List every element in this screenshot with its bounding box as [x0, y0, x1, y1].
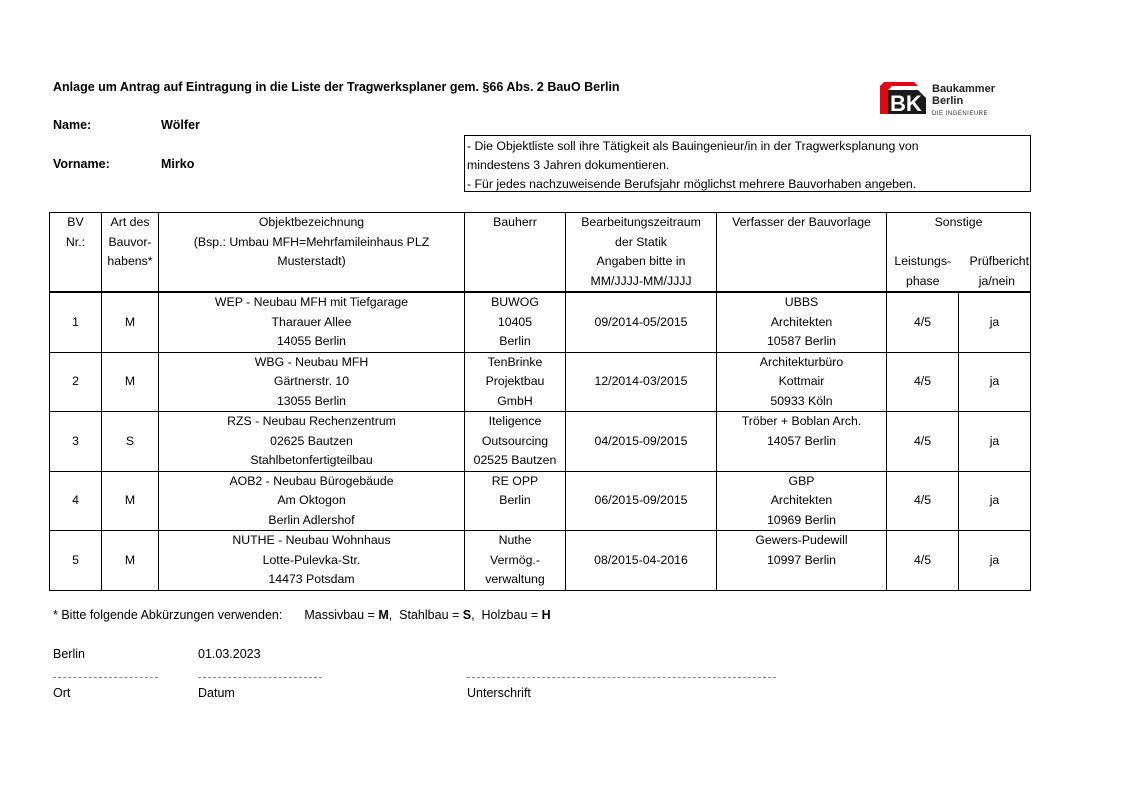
- cell-bauherr-line: RE OPP: [491, 473, 539, 488]
- cell-verfasser-line: Architekten: [770, 493, 833, 507]
- svg-text:BK: BK: [890, 91, 922, 114]
- cell-art: [102, 471, 159, 531]
- cell-zeitraum: [566, 471, 717, 531]
- datum-dashed-line: [198, 677, 322, 678]
- cell-objekt-line: 14055 Berlin: [276, 334, 347, 348]
- code-separator: ,: [471, 608, 482, 622]
- cell-zeitraum: [566, 412, 717, 472]
- cell-leistungsphase: [887, 292, 959, 352]
- ort-dashed-line: [53, 677, 158, 678]
- code-label: Stahlbau =: [399, 608, 463, 622]
- cell-art-value: M: [124, 314, 136, 329]
- cell-verfasser-line: 10587 Berlin: [766, 334, 837, 348]
- instructions-line: - Die Objektliste soll ihre Tätigkeit als Bauingenieur/in in der Tragwerksplanung von: [467, 139, 919, 153]
- cell-verfasser: [717, 531, 887, 591]
- cell-bauherr-line: verwaltung: [485, 572, 545, 586]
- label-unterschrift: Unterschrift: [467, 686, 531, 700]
- cell-verfasser-line: 10969 Berlin: [766, 512, 837, 527]
- cell-bv-nr: [50, 531, 102, 591]
- vorname-label: Vorname:: [53, 157, 110, 171]
- cell-pruefbericht: [959, 471, 1031, 531]
- signature-city: Berlin: [53, 647, 85, 661]
- cell-objekt: [159, 471, 465, 531]
- cell-objekt-line: RZS - Neubau Rechenzentrum: [227, 414, 396, 428]
- footnote-codes: [304, 608, 550, 622]
- cell-objekt-line: WEP - Neubau MFH mit Tiefgarage: [214, 295, 409, 309]
- logo-tagline: DIE INGENIEURE: [932, 111, 989, 117]
- table-row: [50, 292, 1031, 352]
- cell-verfasser-line: Gewers-Pudewill: [755, 533, 848, 547]
- table-row: [50, 471, 1031, 531]
- cell-art-value: M: [124, 552, 136, 567]
- header-bv-nr: BV Nr.:: [50, 213, 102, 293]
- cell-bauherr-line: Berlin: [499, 493, 531, 507]
- cell-zeitraum: [566, 531, 717, 591]
- cell-objekt-line: Lotte-Pulevka-Str.: [262, 552, 361, 567]
- cell-bauherr: [465, 412, 566, 472]
- code-letter: S: [462, 608, 472, 622]
- cell-art-value: M: [124, 374, 136, 388]
- cell-pruefbericht-value: ja: [989, 314, 1000, 329]
- cell-leistungsphase-value: 4/5: [913, 314, 932, 329]
- cell-zeitraum-value: 09/2014-05/2015: [594, 314, 688, 329]
- cell-objekt-line: 14473 Potsdam: [268, 572, 355, 586]
- instructions-line: mindestens 3 Jahren dokumentieren.: [467, 158, 670, 172]
- cell-verfasser: [717, 471, 887, 531]
- cell-art: [102, 292, 159, 352]
- cell-objekt-line: 13055 Berlin: [276, 393, 347, 408]
- instructions-line: - Für jedes nachzuweisende Berufsjahr möglichst mehrere Bauvorhaben angeben.: [467, 177, 917, 191]
- cell-pruefbericht: [959, 352, 1031, 412]
- cell-objekt-line: Stahlbetonfertigteilbau: [250, 453, 373, 467]
- cell-objekt-line: WBG - Neubau MFH: [254, 354, 369, 369]
- cell-zeitraum-value: 06/2015-09/2015: [594, 493, 688, 507]
- table-row: [50, 412, 1031, 472]
- cell-verfasser-line: 14057 Berlin: [766, 433, 837, 448]
- cell-bauherr: [465, 292, 566, 352]
- cell-art: [102, 352, 159, 412]
- cell-objekt: [159, 292, 465, 352]
- cell-bauherr-line: Outsourcing: [481, 433, 549, 448]
- signature-date: 01.03.2023: [198, 647, 261, 661]
- label-ort: Ort: [53, 686, 71, 700]
- cell-verfasser: [717, 292, 887, 352]
- cell-verfasser: [717, 412, 887, 472]
- table-row: [50, 531, 1031, 591]
- cell-bv-nr-value: 1: [72, 314, 79, 329]
- cell-leistungsphase: [887, 471, 959, 531]
- cell-art: [102, 412, 159, 472]
- unterschrift-dashed-line: [467, 677, 776, 678]
- header-objekt: Objektbezeichnung (Bsp.: Umbau MFH=Mehrfamileinhaus PLZ Musterstadt): [159, 213, 465, 293]
- cell-bv-nr: [50, 471, 102, 531]
- cell-objekt: [159, 352, 465, 412]
- cell-objekt-line: NUTHE - Neubau Wohnhaus: [232, 533, 391, 547]
- cell-leistungsphase-value: 4/5: [913, 433, 932, 448]
- instructions-box: [464, 135, 1031, 192]
- bk-logo-icon: [880, 82, 926, 114]
- cell-verfasser-line: UBBS: [784, 295, 819, 309]
- cell-bauherr-line: GmbH: [497, 393, 533, 408]
- document-title: Anlage um Antrag auf Eintragung in die Liste der Tragwerksplaner gem. §66 Abs. 2 BauO Berlin: [53, 80, 620, 94]
- cell-zeitraum-value: 08/2015-04-2016: [594, 552, 688, 567]
- cell-objekt-line: 02625 Bautzen: [270, 433, 353, 448]
- cell-bauherr: [465, 471, 566, 531]
- table-row: [50, 352, 1031, 412]
- cell-pruefbericht-value: ja: [989, 433, 1000, 448]
- cell-objekt-line: Tharauer Allee: [271, 314, 352, 329]
- cell-bv-nr-value: 3: [72, 433, 79, 448]
- cell-leistungsphase: [887, 352, 959, 412]
- header-verfasser: Verfasser der Bauvorlage: [717, 213, 887, 293]
- cell-bv-nr: [50, 412, 102, 472]
- cell-art-value: M: [124, 493, 136, 507]
- cell-bauherr-line: Vermög.-: [490, 552, 540, 567]
- header-sonstige: Sonstige Leistungs- phase Prüfbericht ja/nein: [887, 213, 1031, 293]
- cell-zeitraum-value: 04/2015-09/2015: [594, 433, 688, 448]
- code-separator: ,: [388, 608, 400, 622]
- cell-pruefbericht-value: ja: [989, 374, 1000, 388]
- cell-verfasser: [717, 352, 887, 412]
- abbreviation-footnote: [53, 608, 551, 622]
- cell-bv-nr-value: 4: [72, 493, 79, 507]
- cell-bauherr-line: Projektbau: [485, 374, 545, 388]
- cell-verfasser-line: Kottmair: [778, 374, 825, 388]
- cell-verfasser-line: 10997 Berlin: [766, 552, 837, 567]
- code-label: Holzbau =: [481, 608, 542, 622]
- name-value: Wölfer: [161, 118, 200, 132]
- footnote-text: * Bitte folgende Abkürzungen verwenden:: [53, 608, 283, 622]
- header-bauherr: Bauherr: [465, 213, 566, 293]
- cell-objekt: [159, 412, 465, 472]
- baukammer-logo: [880, 80, 1015, 122]
- cell-verfasser-line: GBP: [788, 473, 815, 488]
- logo-brand-line2: Berlin: [932, 95, 964, 107]
- code-letter: H: [541, 608, 551, 622]
- cell-bauherr-line: Berlin: [499, 334, 531, 348]
- cell-pruefbericht: [959, 531, 1031, 591]
- cell-bauherr-line: BUWOG: [491, 295, 539, 309]
- header-leistungsphase: Leistungs- phase: [894, 254, 952, 288]
- cell-bauherr: [465, 352, 566, 412]
- cell-art: [102, 531, 159, 591]
- cell-objekt-line: AOB2 - Neubau Bürogebäude: [229, 473, 394, 488]
- cell-pruefbericht-value: ja: [989, 493, 1000, 507]
- cell-bv-nr: [50, 352, 102, 412]
- header-pruefbericht: Prüfbericht ja/nein: [969, 254, 1029, 288]
- header-art: Art des Bauvor- habens*: [102, 213, 159, 293]
- cell-objekt: [159, 531, 465, 591]
- cell-bauherr-line: TenBrinke: [487, 354, 543, 369]
- cell-zeitraum-value: 12/2014-03/2015: [594, 374, 688, 388]
- cell-pruefbericht: [959, 412, 1031, 472]
- cell-verfasser-line: 50933 Köln: [770, 393, 833, 408]
- cell-leistungsphase-value: 4/5: [913, 374, 932, 388]
- table-header-row: [50, 213, 1031, 293]
- cell-zeitraum: [566, 352, 717, 412]
- cell-pruefbericht: [959, 292, 1031, 352]
- code-label: Massivbau =: [304, 608, 379, 622]
- logo-brand-line1: Baukammer: [932, 83, 995, 95]
- cell-verfasser-line: Architekten: [770, 314, 833, 329]
- vorname-value: Mirko: [161, 157, 195, 171]
- label-datum: Datum: [198, 686, 235, 700]
- cell-objekt-line: Berlin Adlershof: [268, 512, 355, 527]
- cell-pruefbericht-value: ja: [989, 552, 1000, 567]
- header-zeitraum: Bearbeitungszeitraum der Statik Angaben bitte in MM/JJJJ-MM/JJJJ: [566, 213, 717, 293]
- cell-bauherr-line: 10405: [497, 314, 533, 329]
- cell-art-value: S: [125, 433, 135, 448]
- cell-leistungsphase: [887, 412, 959, 472]
- cell-leistungsphase-value: 4/5: [913, 493, 932, 507]
- cell-leistungsphase: [887, 531, 959, 591]
- cell-bauherr: [465, 531, 566, 591]
- code-letter: M: [378, 608, 389, 622]
- cell-bauherr-line: 02525 Bautzen: [473, 453, 557, 467]
- cell-zeitraum: [566, 292, 717, 352]
- cell-objekt-line: Am Oktogon: [277, 493, 346, 507]
- name-label: Name:: [53, 118, 92, 132]
- cell-verfasser-line: Tröber + Boblan Arch.: [741, 414, 862, 428]
- cell-bv-nr: [50, 292, 102, 352]
- cell-bv-nr-value: 5: [72, 552, 79, 567]
- cell-bv-nr-value: 2: [72, 374, 79, 388]
- cell-leistungsphase-value: 4/5: [913, 552, 932, 567]
- cell-verfasser-line: Architekturbüro: [759, 354, 844, 369]
- project-table: [49, 212, 1031, 591]
- cell-bauherr-line: Nuthe: [498, 533, 532, 547]
- cell-bauherr-line: Iteligence: [488, 414, 542, 428]
- cell-objekt-line: Gärtnerstr. 10: [273, 374, 350, 388]
